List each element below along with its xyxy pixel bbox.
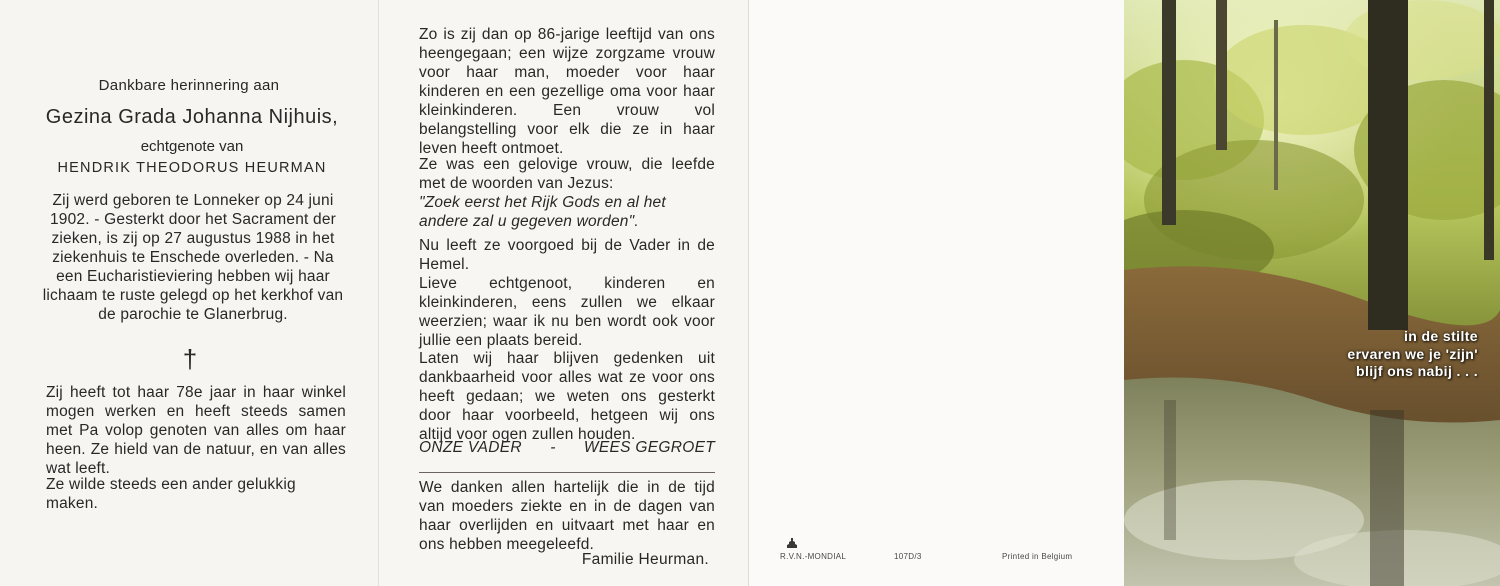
spouse-label: echtgenote van xyxy=(140,138,244,155)
back-panel xyxy=(748,0,1124,586)
card-code: 107D/3 xyxy=(894,552,922,561)
scripture-quote: "Zoek eerst het Rijk Gods en al het andere zal u gegeven worden". xyxy=(419,194,666,230)
life-paragraph: Zij heeft tot haar 78e jaar in haar winkel mogen werken en heeft steeds samen met Pa volop genoten van alles om haar heen. Ze hield van de natuur, en van alles wat leeft. xyxy=(46,384,346,477)
spouse-name: HENDRIK THEODORUS HEURMAN xyxy=(57,160,327,176)
printer-logo-icon xyxy=(786,537,798,549)
left-text-panel xyxy=(0,0,378,586)
paragraph-life-summary: Zo is zij dan op 86-jarige leeftijd van ons heengegaan; een wijze zorgzame vrouw voor haar man, moeder voor haar kinderen en een gezellige oma voor haar kleinkinderen. Een vrouw vol belangstelling voor elk die ze in haar leven heeft ontmoet. xyxy=(419,26,715,157)
verse-line: ervaren we je 'zijn' xyxy=(1347,345,1478,362)
cross-icon: † xyxy=(182,344,198,374)
forest-photo xyxy=(1124,0,1500,586)
birth-paragraph: Zij werd geboren te Lonneker op 24 juni 1902. - Gesterkt door het Sacrament der zieken, is zij op 27 augustus 1988 in het ziekenhuis te Enschede overleden. - Na een Eucharistieviering hebben wij haar lichaam te ruste gelegd op het kerkhof van de parochie te Glanerbrug. xyxy=(42,192,344,323)
verse-line: in de stilte xyxy=(1403,328,1478,344)
verse-line: blijf ons nabij . . . xyxy=(1356,363,1478,379)
family-signature: Familie Heurman. xyxy=(581,551,709,568)
verse-overlay xyxy=(1248,328,1478,381)
prayer-separator: - xyxy=(550,439,556,456)
wish-paragraph: Ze wilde steeds een ander gelukkig maken. xyxy=(46,476,296,512)
prayer-our-father: ONZE VADER xyxy=(419,439,522,456)
thanks-paragraph: We danken allen hartelijk die in de tijd van moeders ziekte en in de dagen van haar overlijden en uitvaart met haar en ons hebben meegeleefd. xyxy=(419,479,715,553)
prayer-hail-mary: WEES GEGROET xyxy=(583,439,715,456)
publisher-mark: R.V.N.-MONDIAL xyxy=(780,552,847,561)
paragraph-reunion: Lieve echtgenoot, kinderen en kleinkinderen, eens zullen we elkaar weerzien; waar ik nu ben wordt ook voor jullie een plaats bereid. xyxy=(419,275,715,349)
intro-line: Dankbare herinnering aan xyxy=(98,77,280,94)
forest-photo-panel xyxy=(1124,0,1500,586)
divider xyxy=(419,472,715,473)
printed-in-note: Printed in Belgium xyxy=(1002,552,1073,561)
middle-text-panel xyxy=(378,0,748,586)
deceased-name: Gezina Grada Johanna Nijhuis, xyxy=(45,106,339,128)
prayer-line xyxy=(419,439,715,457)
paragraph-faith: Ze was een gelovige vrouw, die leefde met de woorden van Jezus: xyxy=(419,156,715,192)
paragraph-heaven: Nu leeft ze voorgoed bij de Vader in de Hemel. xyxy=(419,237,715,273)
paragraph-remembrance: Laten wij haar blijven gedenken uit dankbaarheid voor alles wat ze voor ons heeft gedaan; we weten ons gesterkt door haar voorbeeld, hetgeen wij ons altijd voor ogen zullen houden. xyxy=(419,350,715,443)
